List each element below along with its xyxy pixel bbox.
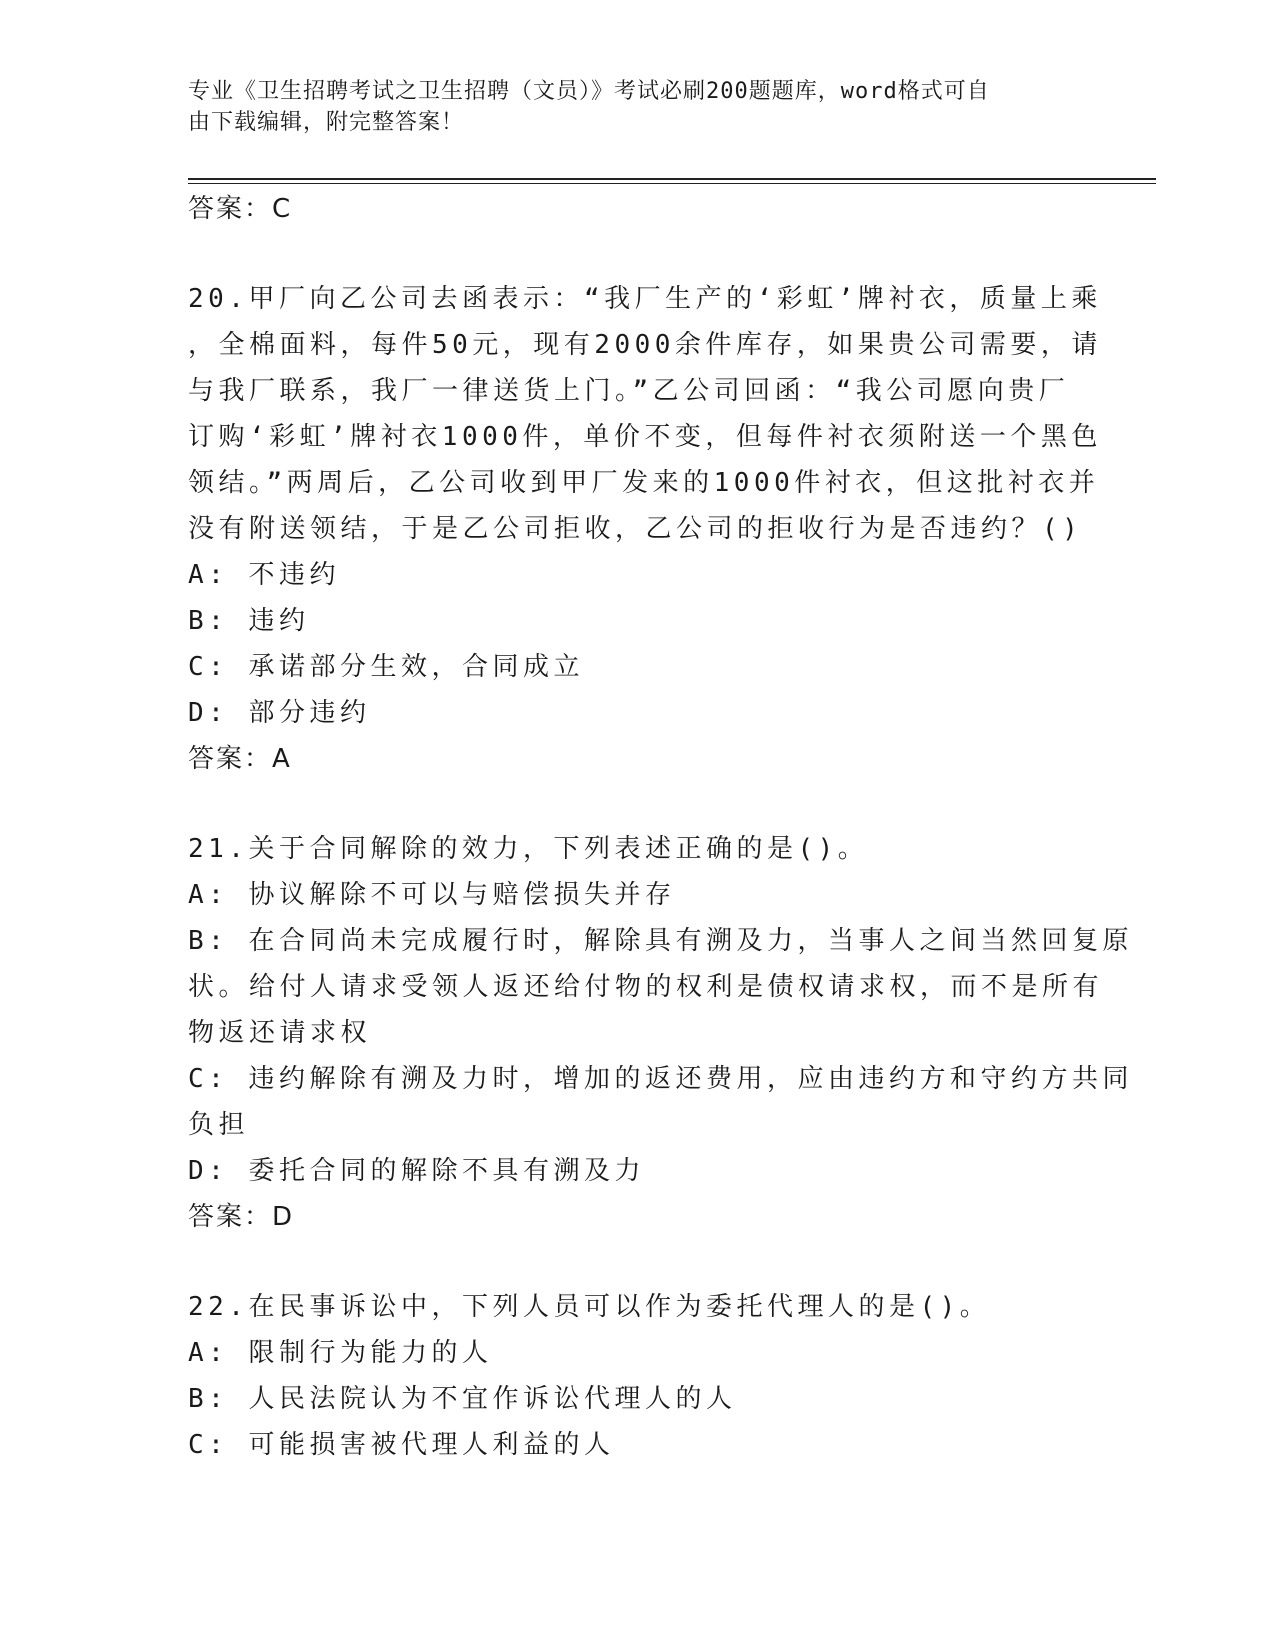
page-header — [188, 76, 1068, 138]
question-stem-line: 领结。”两周后，乙公司收到甲厂发来的1000件衬衣，但这批衬衣并 — [188, 468, 1100, 498]
question-stem: 21.关于合同解除的效力，下列表述正确的是()。 — [188, 834, 869, 864]
spacer — [188, 232, 1088, 276]
spacer — [188, 1240, 1088, 1284]
spacer — [188, 782, 1088, 826]
option-a: A: 不违约 — [188, 560, 340, 590]
option-d: D: 委托合同的解除不具有溯及力 — [188, 1156, 645, 1186]
previous-answer: 答案：C — [188, 194, 293, 224]
question-stem-line: 订购‘彩虹’牌衬衣1000件，单价不变，但每件衬衣须附送一个黑色 — [188, 422, 1102, 452]
option-c: C: 违约解除有溯及力时，增加的返还费用，应由违约方和守约方共同 — [188, 1064, 1133, 1094]
option-a: A: 协议解除不可以与赔偿损失并存 — [188, 880, 676, 910]
option-a: A: 限制行为能力的人 — [188, 1338, 493, 1368]
option-c-continued: 负担 — [188, 1110, 250, 1140]
option-c: C: 可能损害被代理人利益的人 — [188, 1430, 615, 1460]
header-line-2: 由下载编辑，附完整答案！ — [188, 110, 465, 135]
question-stem-line: 与我厂联系，我厂一律送货上门。”乙公司回函：“我公司愿向贵厂 — [188, 376, 1070, 406]
document-body — [188, 186, 1133, 1468]
question-stem-line: ，全棉面料，每件50元，现有2000余件库存，如果贵公司需要，请 — [188, 330, 1102, 360]
header-line-1: 专业《卫生招聘考试之卫生招聘（文员）》考试必刷200题题库，word格式可自 — [188, 79, 990, 104]
header-divider — [188, 178, 1156, 184]
question-stem-line: 没有附送领结，于是乙公司拒收，乙公司的拒收行为是否违约？() — [188, 514, 1083, 544]
question-21 — [188, 826, 1133, 1240]
option-b: B: 违约 — [188, 606, 310, 636]
question-stem-line: 20.甲厂向乙公司去函表示：“我厂生产的‘彩虹’牌衬衣，质量上乘 — [188, 284, 1102, 314]
question-stem: 22.在民事诉讼中，下列人员可以作为委托代理人的是()。 — [188, 1292, 991, 1322]
option-b: B: 在合同尚未完成履行时，解除具有溯及力，当事人之间当然回复原 — [188, 926, 1133, 956]
question-22 — [188, 1284, 1088, 1468]
option-b-continued: 物返还请求权 — [188, 1018, 372, 1048]
option-d: D: 部分违约 — [188, 698, 371, 728]
option-b-continued: 状。给付人请求受领人返还给付物的权利是债权请求权，而不是所有 — [188, 972, 1104, 1002]
answer: 答案：D — [188, 1202, 295, 1232]
question-20 — [188, 276, 1102, 782]
option-b: B: 人民法院认为不宜作诉讼代理人的人 — [188, 1384, 737, 1414]
answer: 答案：A — [188, 744, 292, 774]
option-c: C: 承诺部分生效，合同成立 — [188, 652, 584, 682]
